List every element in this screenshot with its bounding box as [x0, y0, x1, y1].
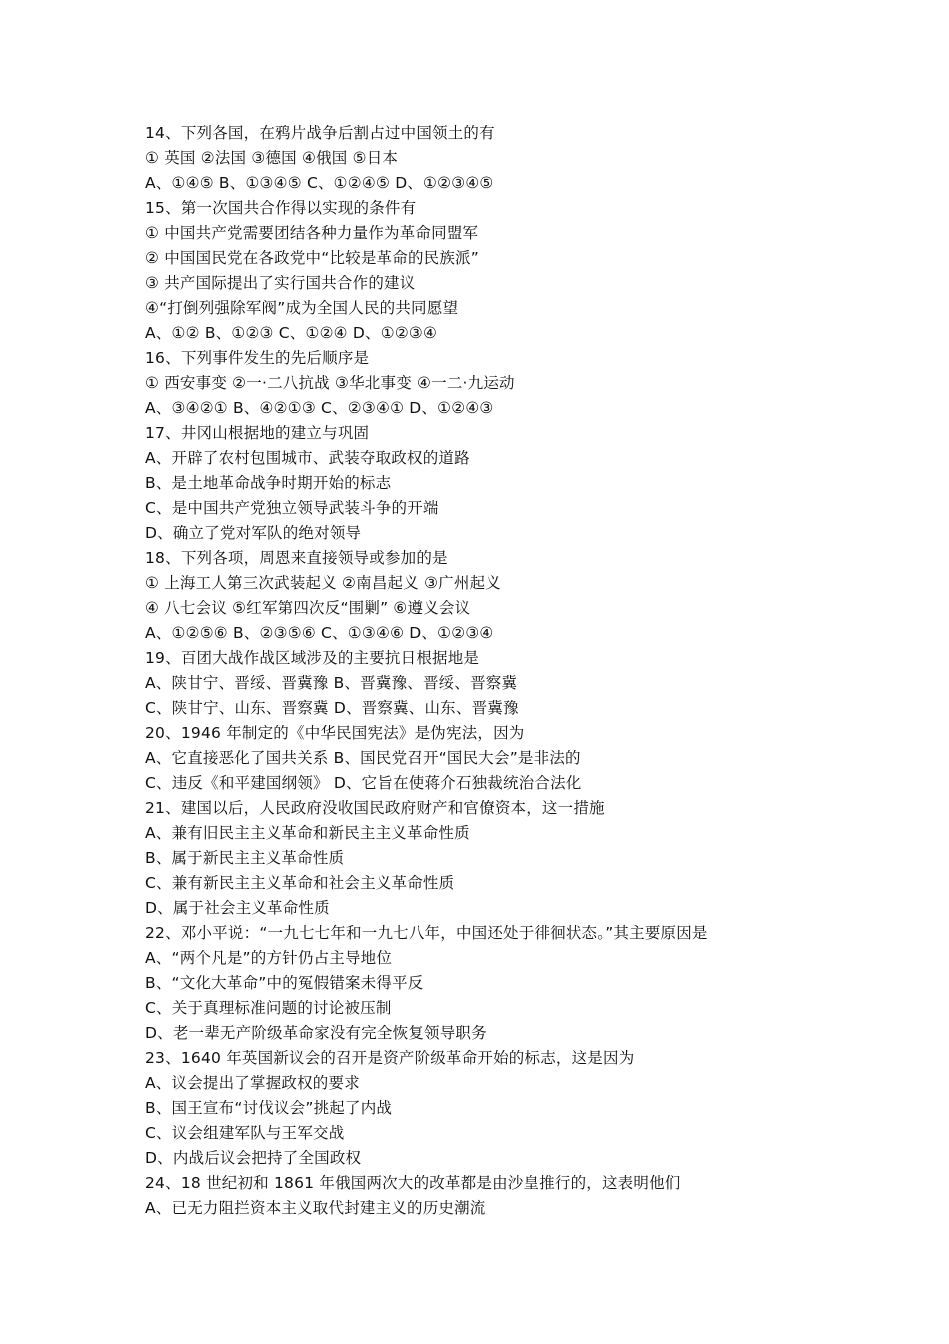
document-body	[145, 121, 845, 1221]
question-17-option-d: D、确立了党对军队的绝对领导	[145, 524, 362, 542]
question-18-items-2: ④ 八七会议 ⑤红军第四次反“围剿” ⑥遵义会议	[145, 599, 471, 617]
question-21-option-d: D、属于社会主义革命性质	[145, 899, 330, 917]
question-19-options-ab: A、陕甘宁、晋绥、晋冀豫 B、晋冀豫、晋绥、晋察冀	[145, 674, 518, 692]
question-16-stem: 16、下列事件发生的先后顺序是	[145, 349, 370, 367]
question-21-option-c: C、兼有新民主主义革命和社会主义革命性质	[145, 874, 455, 892]
question-15-item-1: ① 中国共产党需要团结各种力量作为革命同盟军	[145, 224, 479, 242]
question-21-option-b: B、属于新民主主义革命性质	[145, 849, 345, 867]
question-19-options-cd: C、陕甘宁、山东、晋察冀 D、晋察冀、山东、晋冀豫	[145, 699, 519, 717]
question-16-items: ① 西安事变 ②一·二八抗战 ③华北事变 ④一二·九运动	[145, 374, 515, 392]
question-22-option-b: B、“文化大革命”中的冤假错案未得平反	[145, 974, 424, 992]
question-23-option-d: D、内战后议会把持了全国政权	[145, 1149, 362, 1167]
question-15-item-4: ④“打倒列强除军阀”成为全国人民的共同愿望	[145, 299, 459, 317]
question-17-option-b: B、是土地革命战争时期开始的标志	[145, 474, 392, 492]
question-14-stem: 14、下列各国，在鸦片战争后割占过中国领土的有	[145, 124, 495, 142]
question-24-stem: 24、18 世纪初和 1861 年俄国两次大的改革都是由沙皇推行的，这表明他们	[145, 1174, 681, 1192]
question-23-stem: 23、1640 年英国新议会的召开是资产阶级革命开始的标志，这是因为	[145, 1049, 635, 1067]
question-17-option-c: C、是中国共产党独立领导武装斗争的开端	[145, 499, 439, 517]
question-16-options: A、③④②① B、④②①③ C、②③④① D、①②④③	[145, 399, 494, 417]
question-24-option-a: A、已无力阻拦资本主义取代封建主义的历史潮流	[145, 1199, 486, 1217]
question-18-stem: 18、下列各项，周恩来直接领导或参加的是	[145, 549, 448, 567]
question-15-stem: 15、第一次国共合作得以实现的条件有	[145, 199, 417, 217]
question-18-items-1: ① 上海工人第三次武装起义 ②南昌起义 ③广州起义	[145, 574, 501, 592]
question-22-option-c: C、关于真理标准问题的讨论被压制	[145, 999, 392, 1017]
question-18-options: A、①②⑤⑥ B、②③⑤⑥ C、①③④⑥ D、①②③④	[145, 624, 494, 642]
question-20-stem: 20、1946 年制定的《中华民国宪法》是伪宪法，因为	[145, 724, 525, 742]
question-17-option-a: A、开辟了农村包围城市、武装夺取政权的道路	[145, 449, 470, 467]
question-22-stem: 22、邓小平说：“一九七七年和一九七八年，中国还处于徘徊状态。”其主要原因是	[145, 924, 708, 942]
question-14-options: A、①④⑤ B、①③④⑤ C、①②④⑤ D、①②③④⑤	[145, 174, 494, 192]
question-21-stem: 21、建国以后，人民政府没收国民政府财产和官僚资本，这一措施	[145, 799, 605, 817]
question-15-item-3: ③ 共产国际提出了实行国共合作的建议	[145, 274, 416, 292]
question-23-option-a: A、议会提出了掌握政权的要求	[145, 1074, 360, 1092]
question-20-options-ab: A、它直接恶化了国共关系 B、国民党召开“国民大会”是非法的	[145, 749, 581, 767]
question-15-options: A、①② B、①②③ C、①②④ D、①②③④	[145, 324, 438, 342]
question-19-stem: 19、百团大战作战区域涉及的主要抗日根据地是	[145, 649, 480, 667]
question-21-option-a: A、兼有旧民主主义革命和新民主主义革命性质	[145, 824, 470, 842]
question-14-items: ① 英国 ②法国 ③德国 ④俄国 ⑤日本	[145, 149, 399, 167]
question-22-option-d: D、老一辈无产阶级革命家没有完全恢复领导职务	[145, 1024, 487, 1042]
question-17-stem: 17、井冈山根据地的建立与巩固	[145, 424, 370, 442]
question-22-option-a: A、“两个凡是”的方针仍占主导地位	[145, 949, 393, 967]
question-15-item-2: ② 中国国民党在各政党中“比较是革命的民族派”	[145, 249, 479, 267]
question-23-option-b: B、国王宣布“讨伐议会”挑起了内战	[145, 1099, 393, 1117]
question-23-option-c: C、议会组建军队与王军交战	[145, 1124, 345, 1142]
question-20-options-cd: C、违反《和平建国纲领》 D、它旨在使蒋介石独裁统治合法化	[145, 774, 582, 792]
